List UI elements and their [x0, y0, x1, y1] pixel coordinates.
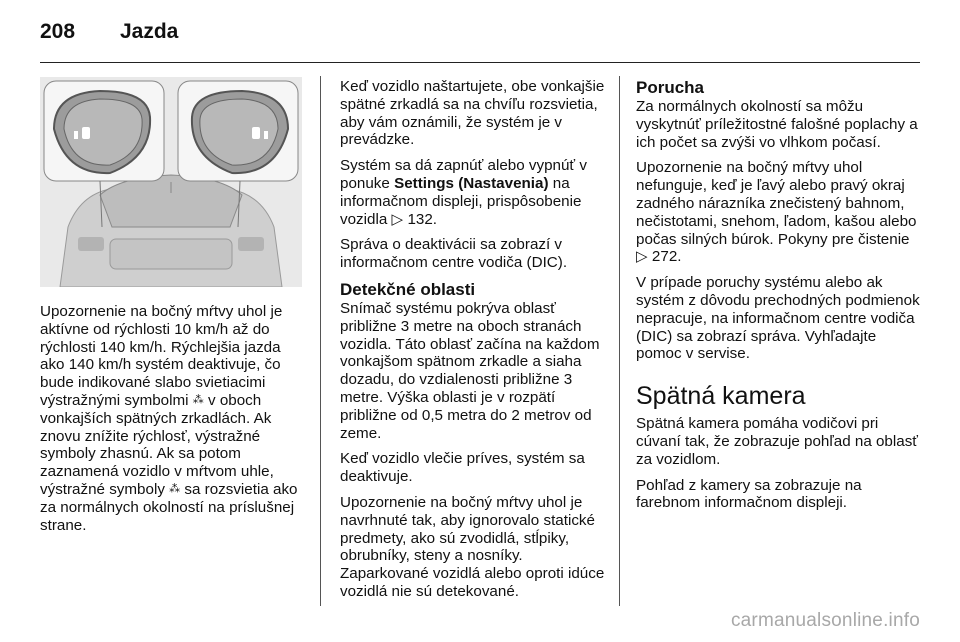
col2-p6: Upozornenie na bočný mŕtvy uhol je navrhnuté tak, aby ignorovalo statické predmety, ako sú zvodidlá, stĺpiky, obrubníky, steny a nosníky. Zaparkované vozidlá alebo oproti idúce vozidlá nie sú detekované. [340, 493, 605, 600]
page-reference-arrow-icon: ▷ [636, 248, 648, 266]
blind-spot-mirror-illustration [40, 77, 302, 287]
col2-p2-text2: na informačnom displeji, prispôsobenie vozidla [340, 174, 582, 228]
col2-p2 [340, 157, 606, 228]
col1-text2: v oboch vonkajších spätných zrkadlách. Ak znovu znížite rýchlosť, výstražné symboly zhasnú. Ak sa potom zaznamená vozidlo v mŕtvom uhle, výstražné symboly [40, 391, 274, 498]
header-rule [40, 62, 920, 63]
col2-p1: Keď vozidlo naštartujete, obe vonkajšie spätné zrkadlá sa na chvíľu rozsvietia, aby vám oznámili, že systém je v prevádzke. [340, 78, 605, 149]
col3-p3: V prípade poruchy systému alebo ak systém z dôvodu prechodných podmienok nepracuje, na informačnom centre vodiča (DIC) sa zobrazí správa. Vyhľadajte pomoc v servise. [636, 274, 920, 363]
col2-p5: Keď vozidlo vlečie príves, systém sa deaktivuje. [340, 450, 585, 486]
col3-p5: Pohľad z kamery sa zobrazuje na farebnom informačnom displeji. [636, 476, 862, 512]
chapter-title: Jazda [120, 20, 179, 43]
page-reference-arrow-icon: ▷ [391, 210, 404, 228]
col3-p2 [636, 159, 922, 266]
col3-p4: Spätná kamera pomáha vodičovi pri cúvaní tak, že zobrazuje pohľad na oblasť za vozidlom. [636, 415, 918, 468]
page-number: 208 [40, 20, 76, 43]
col2-p4: Snímač systému pokrýva oblasť približne 3 metre na oboch stranách vozidla. Táto oblasť začína na každom vonkajšom spätnom zrkadle a siaha dozadu, do vzdialenosti približne 3 metre. Výška oblasti je v rozpätí približne od 0,5 metra do 2 metrov od zeme. [340, 299, 600, 442]
page-reference[interactable]: 132. [407, 210, 437, 228]
col3-p2-text: Upozornenie na bočný mŕtvy uhol nefunguje, keď je ľavý alebo pravý okraj zadného nárazníka znečistený bahnom, nečistotami, snehom, ľadom, kašou alebo počas silných búrok. Pokyny pre čistenie [636, 159, 917, 248]
col3-p1: Za normálnych okolností sa môžu vyskytnúť príležitostné falošné poplachy a ich počet sa zvýši vo vlhkom počasí. [636, 98, 918, 151]
col2-p3: Správa o deaktivácii sa zobrazí v informačnom centre vodiča (DIC). [340, 236, 568, 272]
settings-menu-label: Settings (Nastavenia) [394, 174, 549, 192]
column-2 [340, 78, 606, 609]
column-1 [40, 303, 306, 542]
heading-fault: Porucha [636, 78, 705, 97]
page-header [40, 14, 178, 50]
heading-rear-camera: Spätná kamera [636, 382, 806, 411]
blind-spot-symbol-icon: ⁂ [192, 393, 204, 406]
heading-detection-areas: Detekčné oblasti [340, 279, 476, 299]
column-divider-2 [619, 76, 620, 606]
col1-paragraph [40, 303, 306, 534]
blind-spot-symbol-icon: ⁂ [169, 482, 181, 495]
col1-text1: Upozornenie na bočný mŕtvy uhol je aktívne od rýchlosti 10 km/h až do rýchlosti 140 km/h. Rýchlejšia jazda ako 140 km/h systém deaktivuje, čo bude indikované slabo svietiacimi výstražnými symbolmi [40, 303, 283, 409]
column-3 [636, 78, 922, 520]
page-reference[interactable]: 272. [651, 248, 682, 266]
watermark: carmanualsonline.info [730, 610, 920, 631]
column-divider-1 [320, 76, 321, 606]
col2-p2-text: Systém sa dá zapnúť alebo vypnúť v ponuke [340, 157, 587, 192]
col1-text3: sa rozsvietia ako za normálnych okolností na príslušnej strane. [40, 480, 298, 534]
